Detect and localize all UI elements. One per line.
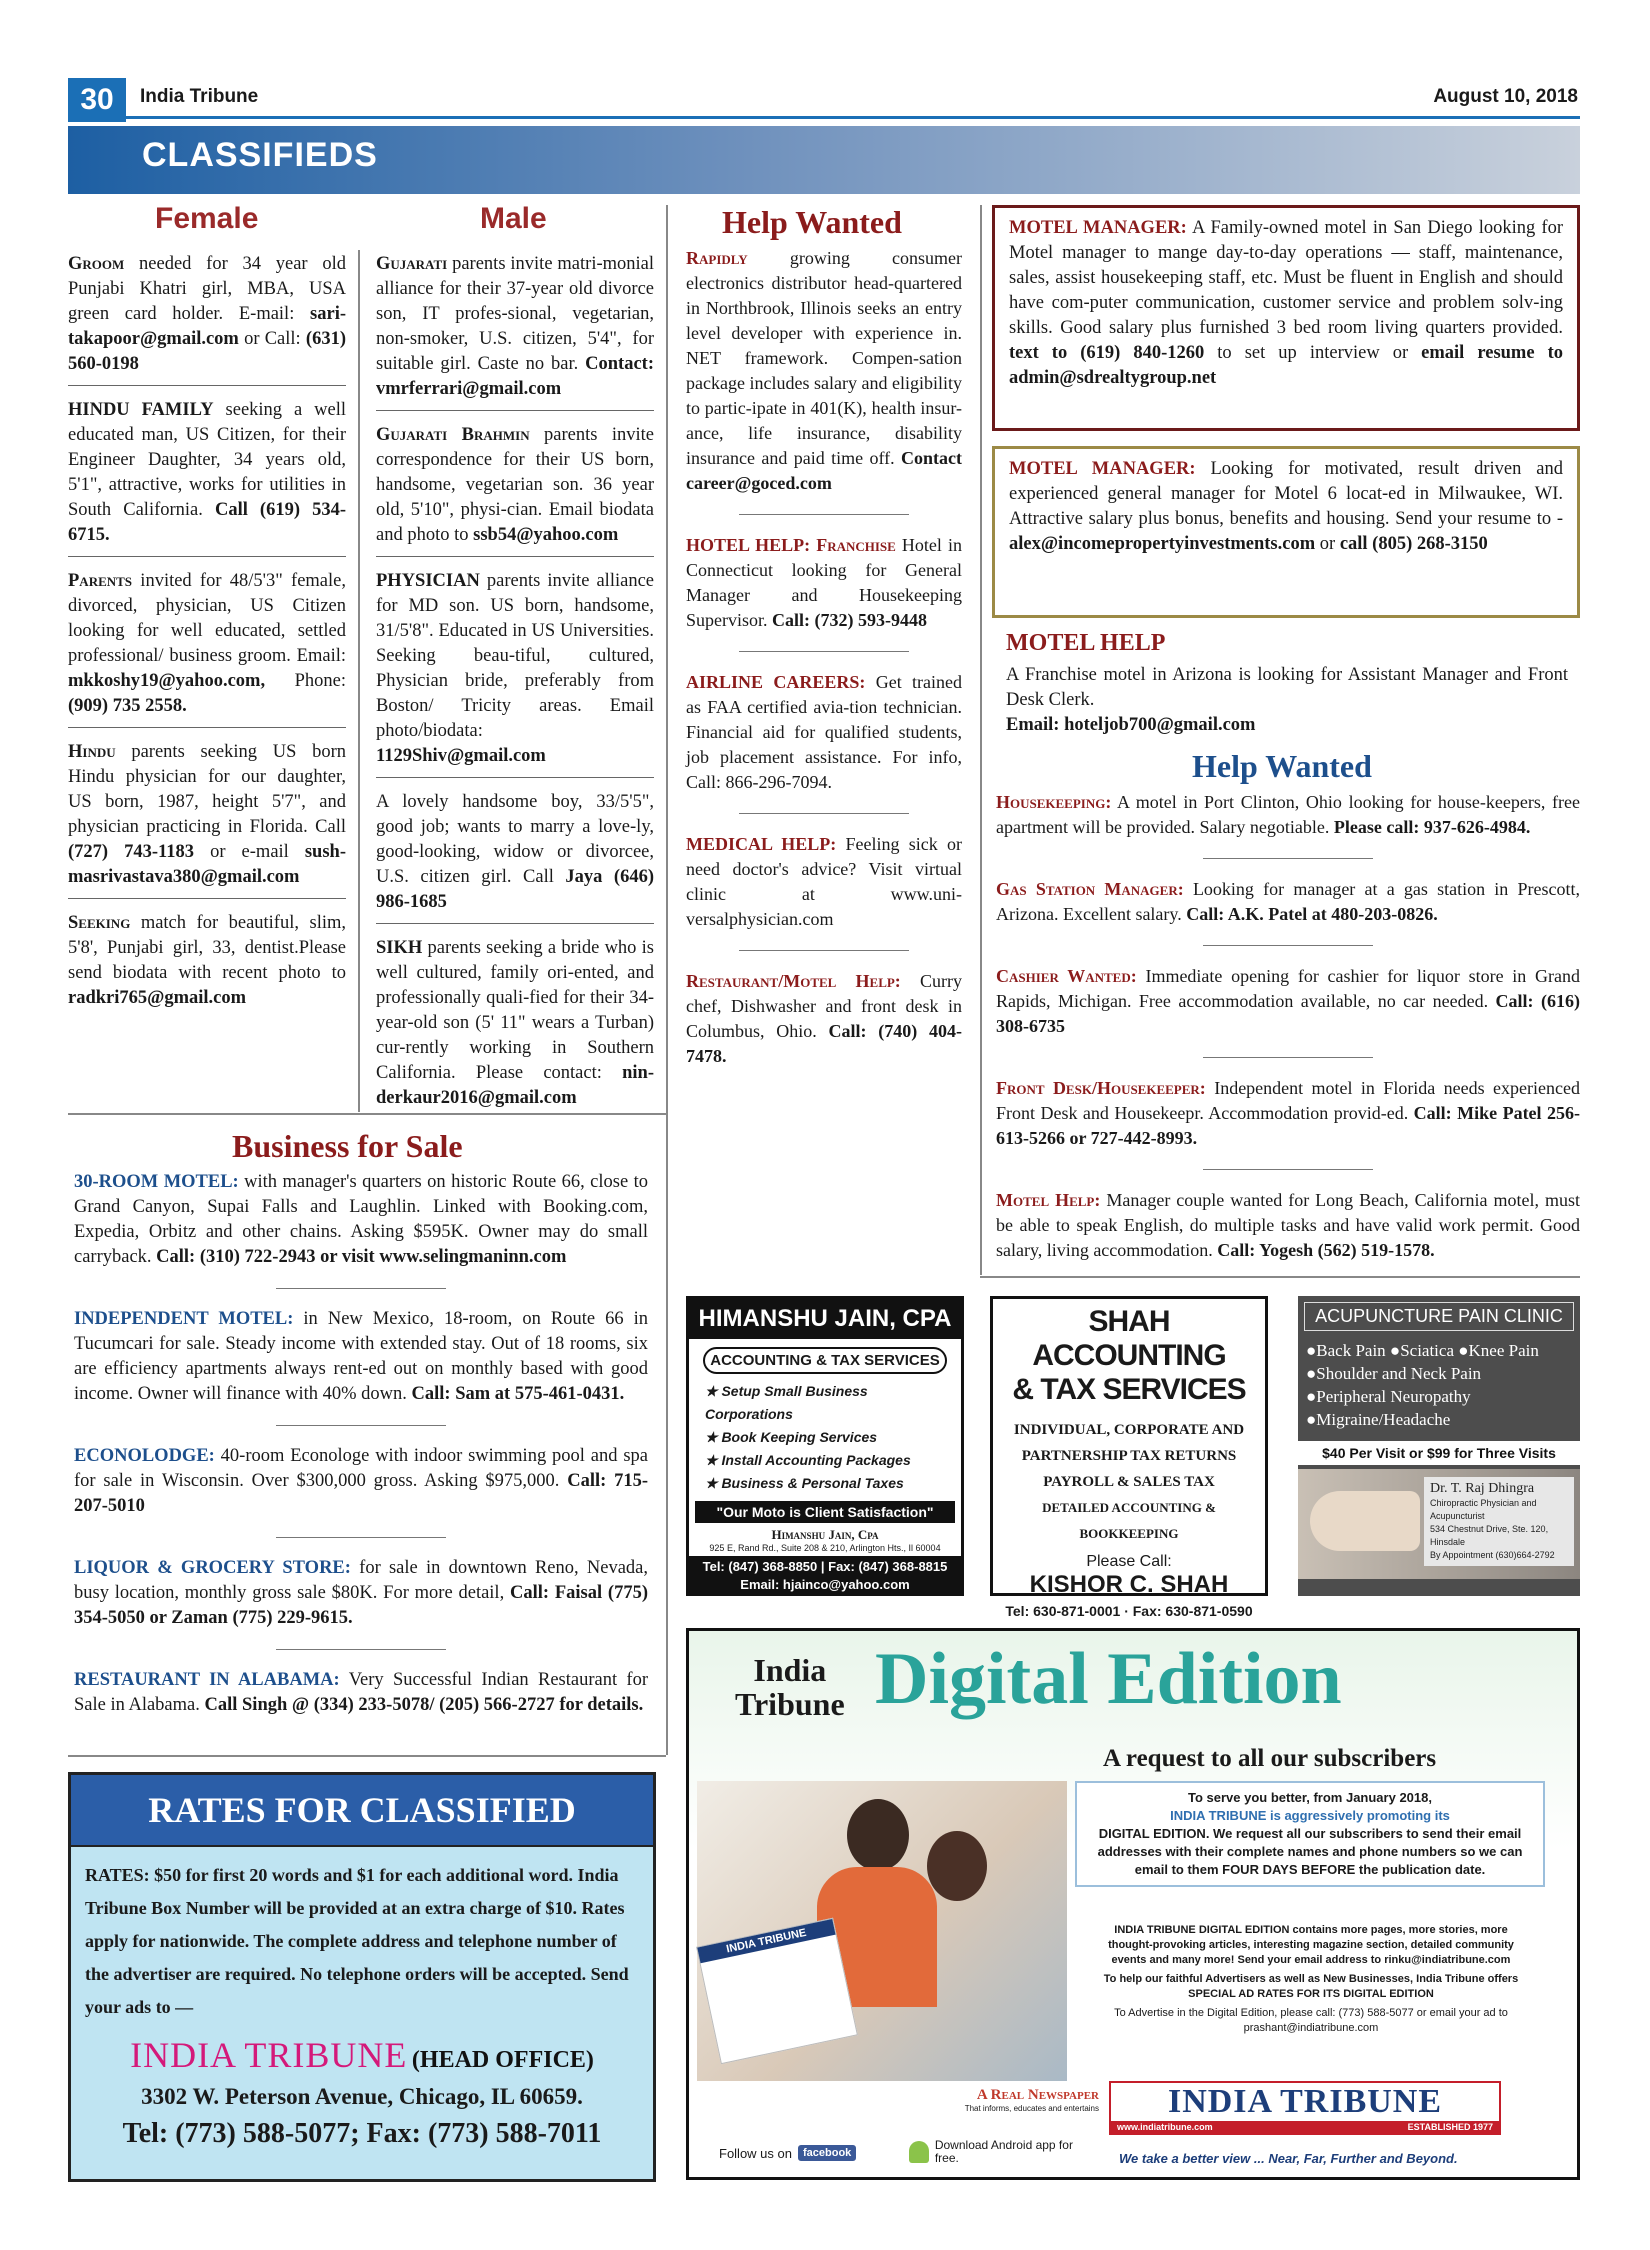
request-line: INDIA TRIBUNE is aggressively promoting its — [1170, 1808, 1450, 1823]
shah-line: PAYROLL & SALES TAX — [1043, 1474, 1215, 1490]
digital-subtitle: A request to all our subscribers — [1103, 1745, 1437, 1772]
shah-subtitle: & TAX SERVICES — [1012, 1373, 1246, 1406]
info-line: To help our faithful Advertisers as well as New Businesses, India Tribune offers SPECIAL AD RATES FOR ITS DIGITAL EDITION — [1103, 1973, 1519, 2000]
separator — [1203, 945, 1373, 946]
rates-phone: Tel: (773) 588-5077; Fax: (773) 588-7011 — [122, 2118, 602, 2149]
divider — [68, 1755, 666, 1757]
female-heading: Female — [155, 202, 259, 235]
ad-keyword: PHYSICIAN — [376, 571, 480, 591]
classified-ad — [376, 569, 654, 778]
business-column — [74, 1170, 648, 1718]
ad-text: match for beautiful, slim, 5'8', Punjabi girl, 33, dentist.Please send biodata with recent photo to — [68, 913, 346, 983]
help-wanted-column — [686, 246, 962, 1069]
cpa-service-item: ★ Install Accounting Packages — [705, 1452, 911, 1468]
separator — [1203, 1057, 1373, 1058]
classified-ad — [68, 740, 346, 899]
android-text: Download Android app for free. — [934, 2138, 1073, 2165]
request-line: To serve you better, from January 2018, — [1188, 1790, 1432, 1805]
separator — [1203, 858, 1373, 859]
acu-card — [1424, 1477, 1574, 1566]
acupuncture-ad — [1298, 1296, 1580, 1596]
male-heading: Male — [480, 202, 547, 235]
cpa-services: ACCOUNTING & TAX SERVICES — [703, 1347, 947, 1374]
shah-title: SHAH ACCOUNTING — [1032, 1305, 1226, 1372]
cpa-name: HIMANSHU JAIN, CPA — [689, 1299, 961, 1339]
ad-keyword: 30-ROOM MOTEL: — [74, 1172, 239, 1192]
digital-brand — [735, 1653, 845, 1721]
brand-line: India — [753, 1652, 827, 1688]
ad-text: 40-room Econologe with indoor swimming pool and spa for sale in Wisconsin. Over $300,000 gross. Asking $975,000. — [74, 1446, 648, 1491]
classified-ad — [74, 1556, 648, 1631]
cpa-motto: "Our Moto is Client Satisfaction" — [695, 1501, 955, 1523]
classified-ad — [74, 1307, 648, 1407]
acu-item: ●Back Pain ●Sciatica ●Knee Pain — [1306, 1341, 1539, 1360]
ad-keyword: MOTEL MANAGER: — [1009, 218, 1187, 238]
ad-text: parents invite alliance for MD son. US born, handsome, 31/5'8". Educated in US Universities. Seeking beau-tiful, cultured, Physician bride, preferably from Boston/ Tricity areas. Email photo/biodata: — [376, 571, 654, 741]
ad-text: Manager couple wanted for Long Beach, California motel, must be able to speak English, do multiple tasks and have valid work permit. Good salary, living accommodation. — [996, 1190, 1580, 1260]
ad-text: in New Mexico, 18-room, on Route 66 in Tucumcari for sale. Steady income with extended stay. Out of 18 rooms, six are efficiency apartments always rent-ed out on monthly based with good income. Owner will finance with 40% down. — [74, 1309, 649, 1404]
classified-ad — [686, 533, 962, 633]
classified-ad — [996, 877, 1580, 927]
acu-doctor: Dr. T. Raj Dhingra — [1430, 1481, 1535, 1496]
divider — [666, 205, 668, 1755]
section-title: CLASSIFIEDS — [142, 136, 378, 174]
acu-list — [1298, 1337, 1580, 1433]
facebook-icon[interactable]: facebook — [798, 2145, 856, 2161]
ad-contact: Call Singh @ (334) 233-5078/ (205) 566-2727 for details. — [204, 1695, 644, 1715]
ad-keyword: Parents — [68, 571, 133, 591]
separator — [739, 950, 909, 951]
ad-keyword: Motel Help: — [996, 1190, 1101, 1210]
ad-text: seeking a well educated man, US Citizen, for their Engineer Daughter, 34 years old, 5'1", attractive, works for utilities in South California. — [68, 400, 346, 520]
classified-ad — [376, 252, 654, 411]
ad-text: A Franchise motel in Arizona is looking for Assistant Manager and Front Desk Clerk. — [1006, 665, 1568, 710]
digital-edition-ad — [686, 1628, 1580, 2180]
separator — [276, 1288, 446, 1289]
ad-keyword: SIKH — [376, 938, 423, 958]
help-wanted-heading: Help Wanted — [722, 204, 902, 240]
ad-contact: Call: 715-207-5010 — [74, 1471, 648, 1516]
android-download[interactable] — [909, 2139, 1099, 2165]
ad-text: Hotel in Connecticut looking for General Manager and Housekeeping Supervisor. — [686, 535, 962, 630]
ad-contact: (909) 735 2558. — [68, 696, 187, 716]
ad-contact: Jaya (646) 986-1685 — [376, 867, 654, 912]
ad-keyword: Gujarati Brahmin — [376, 425, 530, 445]
ad-contact: Call: Yogesh (562) 519-1578. — [1217, 1240, 1435, 1260]
ad-text: invited for 48/5'3" female, divorced, physician, US Citizen looking for well educated, settled professional/ business groom. Email: — [68, 571, 346, 666]
divider — [980, 1276, 1580, 1278]
acu-item: ●Shoulder and Neck Pain — [1306, 1364, 1482, 1383]
issue-date: August 10, 2018 — [1433, 86, 1578, 107]
info-line: To Advertise in the Digital Edition, please call: (773) 588-5077 or email your ad to prashant@indiatribune.com — [1114, 2007, 1508, 2034]
ad-text: or e-mail — [194, 842, 305, 862]
real-sub: That informs, educates and entertains — [964, 2104, 1099, 2113]
ad-contact: Call: Faisal (775) 354-5050 or Zaman (775) 229-9615. — [74, 1583, 648, 1628]
ad-contact: radkri765@gmail.com — [68, 988, 247, 1008]
newspaper-stack — [696, 1918, 858, 2064]
ad-contact: Contact career@goced.com — [686, 448, 962, 493]
acu-item: ●Peripheral Neuropathy — [1306, 1387, 1471, 1406]
ad-text: Looking for manager at a gas station in Prescott, Arizona. Excellent salary. — [996, 879, 1580, 924]
divider — [68, 1113, 666, 1115]
classified-ad — [376, 423, 654, 557]
motel-help-ad — [1006, 630, 1568, 738]
ad-contact: 1129Shiv@gmail.com — [376, 746, 546, 766]
classified-ad — [996, 1076, 1580, 1151]
ad-text: needed for 34 year old Punjabi Khatri girl, MBA, USA green card holder. E-mail: — [68, 254, 346, 324]
section-band — [68, 126, 1580, 194]
ad-contact: mkkoshy19@yahoo.com, — [68, 671, 266, 691]
ad-keyword: Gas Station Manager: — [996, 879, 1184, 899]
ad-keyword: Hindu — [68, 742, 116, 762]
ad-text: A lovely handsome boy, 33/5'5", good job; wants to marry a love-ly, good-looking, widow or divorcee, U.S. citizen girl. Call — [376, 792, 654, 887]
ad-keyword: HOTEL HELP: Franchise — [686, 535, 896, 555]
digital-title: Digital Edition — [875, 1638, 1342, 1720]
digital-info — [1099, 1923, 1523, 2036]
ad-text: or Call: — [238, 329, 306, 349]
ad-keyword: MEDICAL HELP: — [686, 834, 837, 854]
separator — [276, 1649, 446, 1650]
rates-body — [71, 1847, 653, 2162]
classified-ad — [686, 246, 962, 496]
separator — [739, 813, 909, 814]
ad-contact: Call: (616) 308-6735 — [996, 991, 1580, 1036]
ad-text: Very Successful Indian Restaurant for Sale in Alabama. — [74, 1670, 648, 1715]
cpa-address: 925 E, Rand Rd., Suite 208 & 210, Arlington Hts., Il 60004 — [709, 1543, 941, 1553]
shah-line: INDIVIDUAL, CORPORATE AND — [1013, 1422, 1245, 1438]
ad-text: Looking for motivated, result driven and experienced general manager for Motel 6 locat-ed in Milwaukee, WI. Attractive salary plus bonus, benefits and housing. Send your resume to - — [1009, 459, 1563, 529]
readers-photo — [697, 1781, 1067, 2081]
ad-keyword: ECONOLODGE: — [74, 1446, 215, 1466]
classified-ad — [996, 964, 1580, 1039]
india-tribune-logo — [1109, 2081, 1501, 2135]
ad-text: for sale in downtown Reno, Nevada, busy location, monthly gross sale $80K. For more detail, — [74, 1558, 648, 1603]
separator — [276, 1537, 446, 1538]
ad-keyword: RESTAURANT IN ALABAMA: — [74, 1670, 340, 1690]
ad-text: parents seeking a bride who is well cultured, family ori-ented, and professionally quali-fied for their 34-year-old son (5' 11" wears a Turban) cur-rently working in Southern California. Please contact: — [376, 938, 654, 1083]
separator — [739, 651, 909, 652]
real-title: A Real Newspaper — [976, 2087, 1099, 2103]
cpa-service-list — [689, 1378, 961, 1497]
request-line: DIGITAL EDITION. We request all our subscribers to send their email addresses with their complete names and phone numbers so we can email to them FOUR DAYS BEFORE the publication date. — [1097, 1826, 1523, 1877]
female-column — [68, 252, 346, 1011]
classified-ad — [376, 790, 654, 924]
ad-contact: Call: (740) 404-7478. — [686, 1021, 962, 1066]
ad-text: growing consumer electronics distributor head-quartered in Northbrook, Illinois seeks an entry level developer with experience in. NET framework. Compen-sation package includes salary and eligibility to partic-ipate in 401(K), health insur-ance, life insurance, disability insurance and paid time off. — [686, 248, 962, 468]
logo-established: ESTABLISHED 1977 — [1407, 2122, 1493, 2132]
cpa-service-item: ★ Business & Personal Taxes — [705, 1475, 904, 1491]
classified-ad — [376, 936, 654, 1111]
rates-brand: INDIA TRIBUNE — [130, 2035, 408, 2075]
ad-keyword: Rapidly — [686, 248, 748, 268]
ad-text: Independent motel in Florida needs experienced Front Desk and Housekeepr. Accommodation provid-ed. — [996, 1078, 1580, 1123]
person-head — [847, 1799, 909, 1871]
newspaper-label: INDIA TRIBUNE — [697, 1919, 835, 1963]
separator — [276, 1425, 446, 1426]
ad-contact: alex@incomepropertyinvestments.com — [1009, 534, 1316, 554]
follow-us[interactable] — [719, 2145, 856, 2161]
ad-keyword: Gujarati — [376, 254, 448, 274]
shah-accounting-ad — [990, 1296, 1268, 1619]
ad-contact: Call: Sam at 575-461-0431. — [411, 1384, 625, 1404]
ad-keyword: Housekeeping: — [996, 792, 1112, 812]
classified-ad — [68, 569, 346, 728]
ad-text: A motel in Port Clinton, Ohio looking for house-keepers, free apartment will be provided. Salary negotiable. — [996, 792, 1580, 837]
classified-ad — [74, 1668, 648, 1718]
classified-ad — [68, 911, 346, 1011]
classified-ad — [68, 252, 346, 386]
digital-request — [1075, 1781, 1545, 1887]
cpa-phone: Tel: (847) 368-8850 | Fax: (847) 368-8815 — [689, 1556, 961, 1577]
ad-keyword: MOTEL MANAGER: — [1009, 459, 1196, 479]
logo-text: INDIA TRIBUNE — [1167, 2083, 1443, 2120]
page-number: 30 — [68, 78, 126, 122]
ad-contact: Call: Mike Patel 256-613-5266 or 727-442-8993. — [996, 1103, 1581, 1148]
rates-text: RATES: $50 for first 20 words and $1 for each additional word. India Tribune Box Number will be provided at an extra charge of $10. Rates apply for nationwide. The complete address and telephone number of the advertiser are required. No telephone orders will be accepted. Send your ads to — — [85, 1865, 629, 2017]
ad-text: Get trained as FAA certified avia-tion technician. Financial aid for qualified students, job placement assistance. For info, Call: 866-296-7094. — [686, 672, 963, 792]
ad-keyword: Seeking — [68, 913, 131, 933]
rates-title: RATES FOR CLASSIFIED — [71, 1775, 653, 1847]
ad-contact: sush-masrivastava380@gmail.com — [68, 842, 346, 887]
ad-keyword: AIRLINE CAREERS: — [686, 672, 866, 692]
brand-line: Tribune — [735, 1686, 845, 1722]
ad-contact: Call: (732) 593-9448 — [772, 610, 927, 630]
shah-please-call: Please Call: — [1086, 1553, 1172, 1570]
shah-name: KISHOR C. SHAH — [1029, 1571, 1229, 1598]
ad-keyword: INDEPENDENT MOTEL: — [74, 1309, 294, 1329]
ad-contact: Call: (310) 722-2943 or visit www.selingmaninn.com — [156, 1247, 567, 1267]
ad-text: to set up interview or — [1204, 343, 1422, 363]
logo-site: www.indiatribune.com — [1117, 2122, 1213, 2132]
ad-keyword: Restaurant/Motel Help: — [686, 971, 901, 991]
acu-price: $40 Per Visit or $99 for Three Visits — [1298, 1441, 1580, 1465]
shah-line: DETAILED ACCOUNTING & BOOKKEEPING — [1042, 1500, 1216, 1541]
motel-manager-ad-2 — [992, 446, 1580, 618]
follow-text: Follow us on — [719, 2145, 792, 2161]
ad-contact: call (805) 268-3150 — [1339, 534, 1488, 554]
ad-text: or — [1315, 534, 1340, 554]
ad-text: Phone: — [265, 671, 346, 691]
cpa-person: Himanshu Jain, Cpa — [771, 1527, 879, 1542]
ad-contact: email resume to admin@sdrealtygroup.net — [1009, 343, 1563, 388]
person-head — [927, 1831, 987, 1901]
separator — [739, 514, 909, 515]
real-newspaper — [939, 2087, 1099, 2113]
ad-text: parents invite matri-monial alliance for their 37-year old divorce son, IT profes-sional, vegetarian, non-smoker, U.S. citizen, 5'4", for suitable girl. Caste no bar. — [376, 254, 654, 374]
acu-addr: 534 Chestnut Drive, Ste. 120, Hinsdale — [1430, 1524, 1549, 1547]
classified-ad — [686, 832, 962, 932]
cpa-ad — [686, 1296, 964, 1596]
rates-office: (HEAD OFFICE) — [411, 2047, 594, 2073]
ad-text: Curry chef, Dishwasher and front desk in Columbus, Ohio. — [686, 971, 962, 1041]
acu-item: ●Migraine/Headache — [1306, 1410, 1451, 1429]
ad-text: parents invite correspondence for their US born, handsome, vegetarian son. 36 year old, 5'10", physi-cian. Email biodata and photo to — [376, 425, 655, 545]
classified-ad — [996, 790, 1580, 840]
publication-name: India Tribune — [140, 86, 259, 107]
acu-title: ACUPUNCTURE PAIN CLINIC — [1304, 1302, 1574, 1331]
male-column — [376, 252, 654, 1111]
ad-contact: sari-takapoor@gmail.com — [68, 304, 346, 349]
shah-phone: Tel: 630-871-0001 · Fax: 630-871-0590 — [1005, 1603, 1253, 1619]
ad-text: A Family-owned motel in San Diego looking for Motel manager to mange day-to-day operations — staff, maintenance, sales, assist housekeeping staff, etc. Must be fluent in English and should have com-puter communication, customer service and problem solv-ing skills. Good salary plus furnished 3 bed room living quarters provided. — [1009, 218, 1563, 338]
acu-sub: Chiropractic Physician and Acupuncturist — [1430, 1498, 1537, 1521]
separator — [1203, 1169, 1373, 1170]
ad-text: with manager's quarters on historic Route 66, close to Grand Canyon, Supai Falls and Laughlin. Linked with Booking.com, Expedia, Orbitz and other chains. Asking $595K. Owner may do small carryback. — [74, 1172, 648, 1267]
ad-keyword: HINDU FAMILY — [68, 400, 214, 420]
ad-contact: Call: A.K. Patel at 480-203-0826. — [1186, 904, 1438, 924]
acu-appt: By Appointment (630)664-2792 — [1430, 1550, 1555, 1560]
tagline: We take a better view ... Near, Far, Further and Beyond. — [1119, 2151, 1458, 2166]
ad-keyword: Cashier Wanted: — [996, 966, 1137, 986]
ad-text: Feeling sick or need doctor's advice? Visit virtual clinic at www.uni-versalphysician.com — [686, 834, 962, 929]
ad-contact: (631) 560-0198 — [68, 329, 346, 374]
classified-ad — [68, 398, 346, 557]
cpa-email: Email: hjainco@yahoo.com — [689, 1577, 961, 1596]
header-rule — [68, 116, 1580, 119]
cpa-service-item: ★ Book Keeping Services — [705, 1429, 878, 1445]
android-icon — [909, 2141, 929, 2163]
ad-contact: nin-derkaur2016@gmail.com — [376, 1063, 654, 1108]
shah-services — [993, 1417, 1265, 1547]
divider — [358, 250, 360, 1112]
ad-keyword: LIQUOR & GROCERY STORE: — [74, 1558, 351, 1578]
rates-box — [68, 1772, 656, 2182]
ad-contact: Please call: 937-626-4984. — [1333, 817, 1531, 837]
ad-keyword: Front Desk/Housekeeper: — [996, 1078, 1206, 1098]
ad-contact: (727) 743-1183 — [68, 842, 195, 862]
motel-manager-ad-1 — [992, 205, 1580, 431]
help-wanted-2-heading: Help Wanted — [1192, 748, 1372, 784]
classified-ad — [74, 1444, 648, 1519]
business-heading: Business for Sale — [232, 1128, 463, 1164]
ad-text: parents seeking US born Hindu physician for our daughter, US born, 1987, height 5'7", and physician practicing in Florida. Call — [68, 742, 346, 837]
ad-contact: Contact: vmrferrari@gmail.com — [376, 354, 654, 399]
rates-address: 3302 W. Peterson Avenue, Chicago, IL 60659. — [141, 2084, 583, 2109]
classified-ad — [686, 670, 962, 795]
classified-ad — [996, 1188, 1580, 1263]
ad-text: Immediate opening for cashier for liquor store in Grand Rapids, Michigan. Free accommodation available, no car needed. — [996, 966, 1580, 1011]
info-line: INDIA TRIBUNE DIGITAL EDITION contains more pages, more stories, more thought-provoking articles, interesting magazine section, detailed community events and many more! Send your email address to rinku@indiatribune.com — [1108, 1924, 1514, 1966]
ad-contact: ssb54@yahoo.com — [473, 525, 619, 545]
ad-contact: text to (619) 840-1260 — [1009, 343, 1205, 363]
help-wanted-2-column — [996, 790, 1580, 1263]
ad-contact: Email: hoteljob700@gmail.com — [1006, 715, 1256, 735]
motel-help-heading: MOTEL HELP — [1006, 630, 1166, 656]
divider — [980, 205, 982, 1275]
cpa-service-item: ★ Setup Small Business Corporations — [705, 1383, 868, 1422]
classified-ad — [74, 1170, 648, 1270]
acu-photo — [1298, 1469, 1580, 1579]
hand-image — [1310, 1491, 1420, 1551]
ad-keyword: Groom — [68, 254, 125, 274]
shah-line: PARTNERSHIP TAX RETURNS — [1021, 1448, 1237, 1464]
classified-ad — [686, 969, 962, 1069]
ad-contact: Call (619) 534-6715. — [68, 500, 346, 545]
